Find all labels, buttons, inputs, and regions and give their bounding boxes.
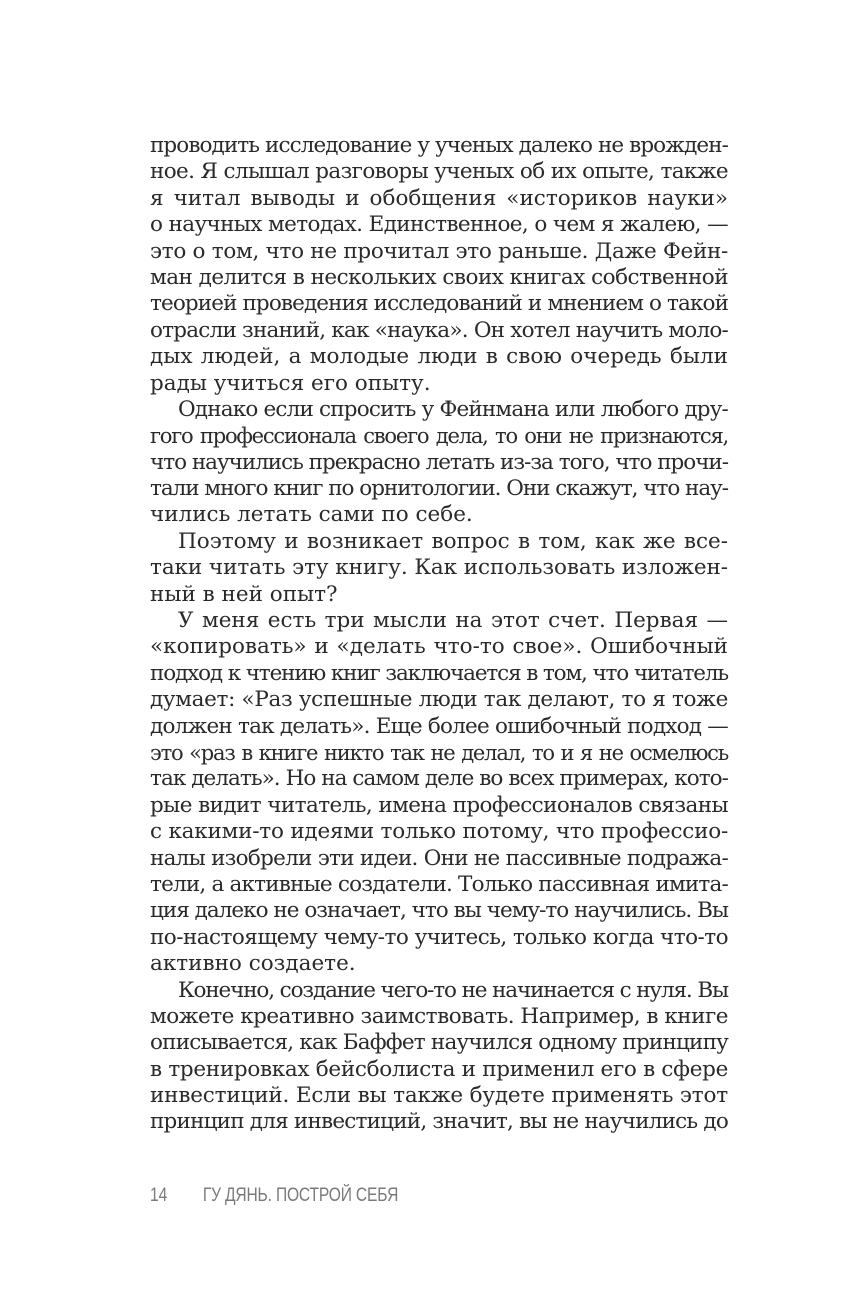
text-line: подход к чтению книг заключается в том, что читатель bbox=[150, 660, 728, 686]
text-line: рые видит читатель, имена профессионалов связаны bbox=[150, 792, 728, 818]
text-line: тали много книг по орнитологии. Они скажут, что нау- bbox=[150, 476, 728, 502]
text-line: ный в ней опыт? bbox=[150, 581, 338, 607]
body-text bbox=[150, 133, 728, 1136]
text-line: о научных методах. Единственное, о чем я жалею, — bbox=[150, 212, 728, 238]
text-line: можете креативно заимствовать. Например, в книге bbox=[150, 1003, 728, 1029]
page-number: 14 bbox=[150, 1185, 168, 1206]
text-line: описывается, как Баффет научился одному принципу bbox=[150, 1030, 728, 1056]
text-line: налы изобрели эти идеи. Они не пассивные подража- bbox=[150, 845, 729, 871]
text-line: Поэтому и возникает вопрос в том, как же все- bbox=[178, 528, 728, 554]
text-line: по-настоящему чему-то учитесь, только когда что-то bbox=[150, 924, 728, 950]
text-line: Однако если спросить у Фейнмана или любого дру- bbox=[178, 396, 729, 422]
text-line: У меня есть три мысли на этот счет. Первая — bbox=[178, 608, 728, 634]
text-line: что научились прекрасно летать из-за того, что прочи- bbox=[150, 449, 728, 475]
text-line: ман делится в нескольких своих книгах собственной bbox=[150, 264, 729, 290]
text-line: теорией проведения исследований и мнением о такой bbox=[150, 291, 729, 317]
text-line: это «раз в книге никто так не делал, то и я не осмелюсь bbox=[150, 739, 728, 765]
text-line: таки читать эту книгу. Как использовать изложен- bbox=[150, 555, 728, 581]
text-line: ция далеко не означает, что вы чему-то научились. Вы bbox=[150, 898, 729, 924]
running-title: ГУ ДЯНЬ. ПОСТРОЙ СЕБЯ bbox=[202, 1185, 399, 1206]
text-line: чились летать сами по себе. bbox=[150, 502, 473, 528]
text-line: так делать». Но на самом деле во всех примерах, кото- bbox=[150, 766, 728, 792]
text-line: отрасли знаний, как «наука». Он хотел научить моло- bbox=[150, 317, 728, 343]
page-footer bbox=[150, 1185, 398, 1215]
text-line: рады учиться его опыту. bbox=[150, 370, 431, 396]
text-line: ное. Я слышал разговоры ученых об их опыте, также bbox=[150, 159, 728, 185]
text-line: тели, а активные создатели. Только пассивная имита- bbox=[150, 871, 728, 897]
text-line: в тренировках бейсболиста и применил его в сфере bbox=[150, 1056, 728, 1082]
text-line: «копировать» и «делать что-то свое». Ошибочный bbox=[150, 634, 728, 660]
text-line: принцип для инвестиций, значит, вы не научились до bbox=[150, 1109, 728, 1135]
text-line: с какими-то идеями только потому, что профессио- bbox=[150, 819, 728, 845]
text-line: инвестиций. Если вы также будете применять этот bbox=[150, 1083, 728, 1109]
text-line: активно создаете. bbox=[150, 951, 356, 977]
text-line: должен так делать». Еще более ошибочный подход — bbox=[150, 713, 729, 739]
text-line: я читал выводы и обобщения «историков науки» bbox=[150, 185, 728, 211]
text-line: это о том, что не прочитал это раньше. Даже Фейн- bbox=[150, 238, 729, 264]
text-line: Конечно, создание чего-то не начинается с нуля. Вы bbox=[178, 977, 729, 1003]
text-line: гого профессионала своего дела, то они не признаются, bbox=[150, 423, 728, 449]
text-line: дых людей, а молодые люди в свою очередь были bbox=[150, 344, 728, 370]
text-line: думает: «Раз успешные люди так делают, то я тоже bbox=[150, 687, 729, 713]
text-line: проводить исследование у ученых далеко не врожден- bbox=[150, 133, 729, 158]
